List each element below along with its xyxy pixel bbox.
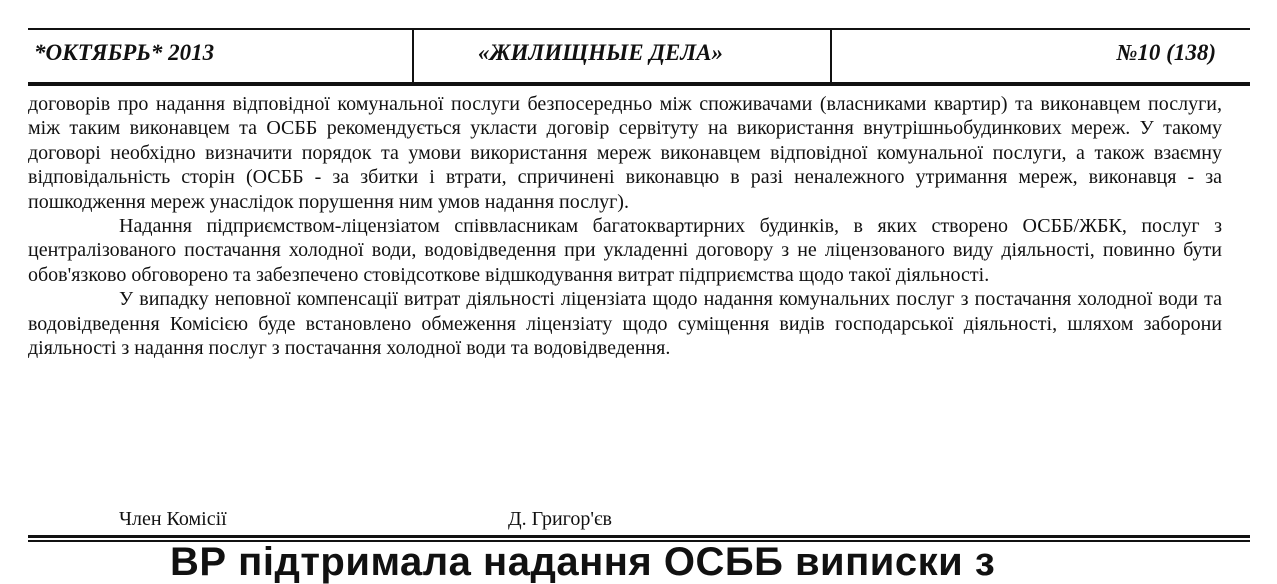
signature-line: [119, 507, 719, 533]
article-body: [28, 92, 1222, 360]
signatory-name: Д. Григор'єв: [508, 508, 612, 530]
signatory-role: Член Комісії: [119, 508, 227, 530]
issue-date: *ОКТЯБРЬ* 2013: [34, 40, 215, 65]
article-paragraph: Надання підприємством-ліцензіатом співвласникам багатоквартирних будинків, в яких створено ОСББ/ЖБК, послуг з централізованого постачання холодної води, водовідведення при укладенні договору з не ліцензованого виду діяльності, повинно бути обов'язково обговорено та забезпечено стовідсоткове відшкодування витрат підприємства щодо такої діяльності.: [28, 215, 1222, 286]
next-article-headline: [170, 538, 1170, 584]
issue-number: №10 (138): [1116, 40, 1216, 65]
header-separator: [412, 28, 414, 82]
next-article-headline-text: ВР підтримала надання ОСББ виписки з: [170, 540, 996, 584]
article-paragraph: договорів про надання відповідної комунальної послуги безпосередньо між споживачами (власниками квартир) та виконавцем послуги, між таким виконавцем та ОСББ рекомендується укласти договір сервітуту на використання внутрішньобудинкових мереж. У такому договорі необхідно визначити порядок та умови використання мереж виконавцем відповідної комунальної послуги, а також взаємну відповідальність сторін (ОСББ - за збитки і втрати, спричинені виконавцю в разі неналежного утримання мереж, виконавця - за пошкодження мереж унаслідок порушення ним умов надання послуг).: [28, 93, 1222, 213]
header-top-rule: [28, 28, 1250, 30]
publication-title: «ЖИЛИЩНЫЕ ДЕЛА»: [478, 40, 724, 65]
header-bottom-rule: [28, 82, 1250, 86]
header-separator: [830, 28, 832, 82]
article-paragraph: У випадку неповної компенсації витрат діяльності ліцензіата щодо надання комунальних послуг з постачання холодної води та водовідведення Комісією буде встановлено обмеження ліцензіату щодо суміщення видів господарської діяльності, шляхом заборони діяльності з надання послуг з постачання холодної води та водовідведення.: [28, 288, 1222, 360]
page-header: [28, 28, 1250, 86]
